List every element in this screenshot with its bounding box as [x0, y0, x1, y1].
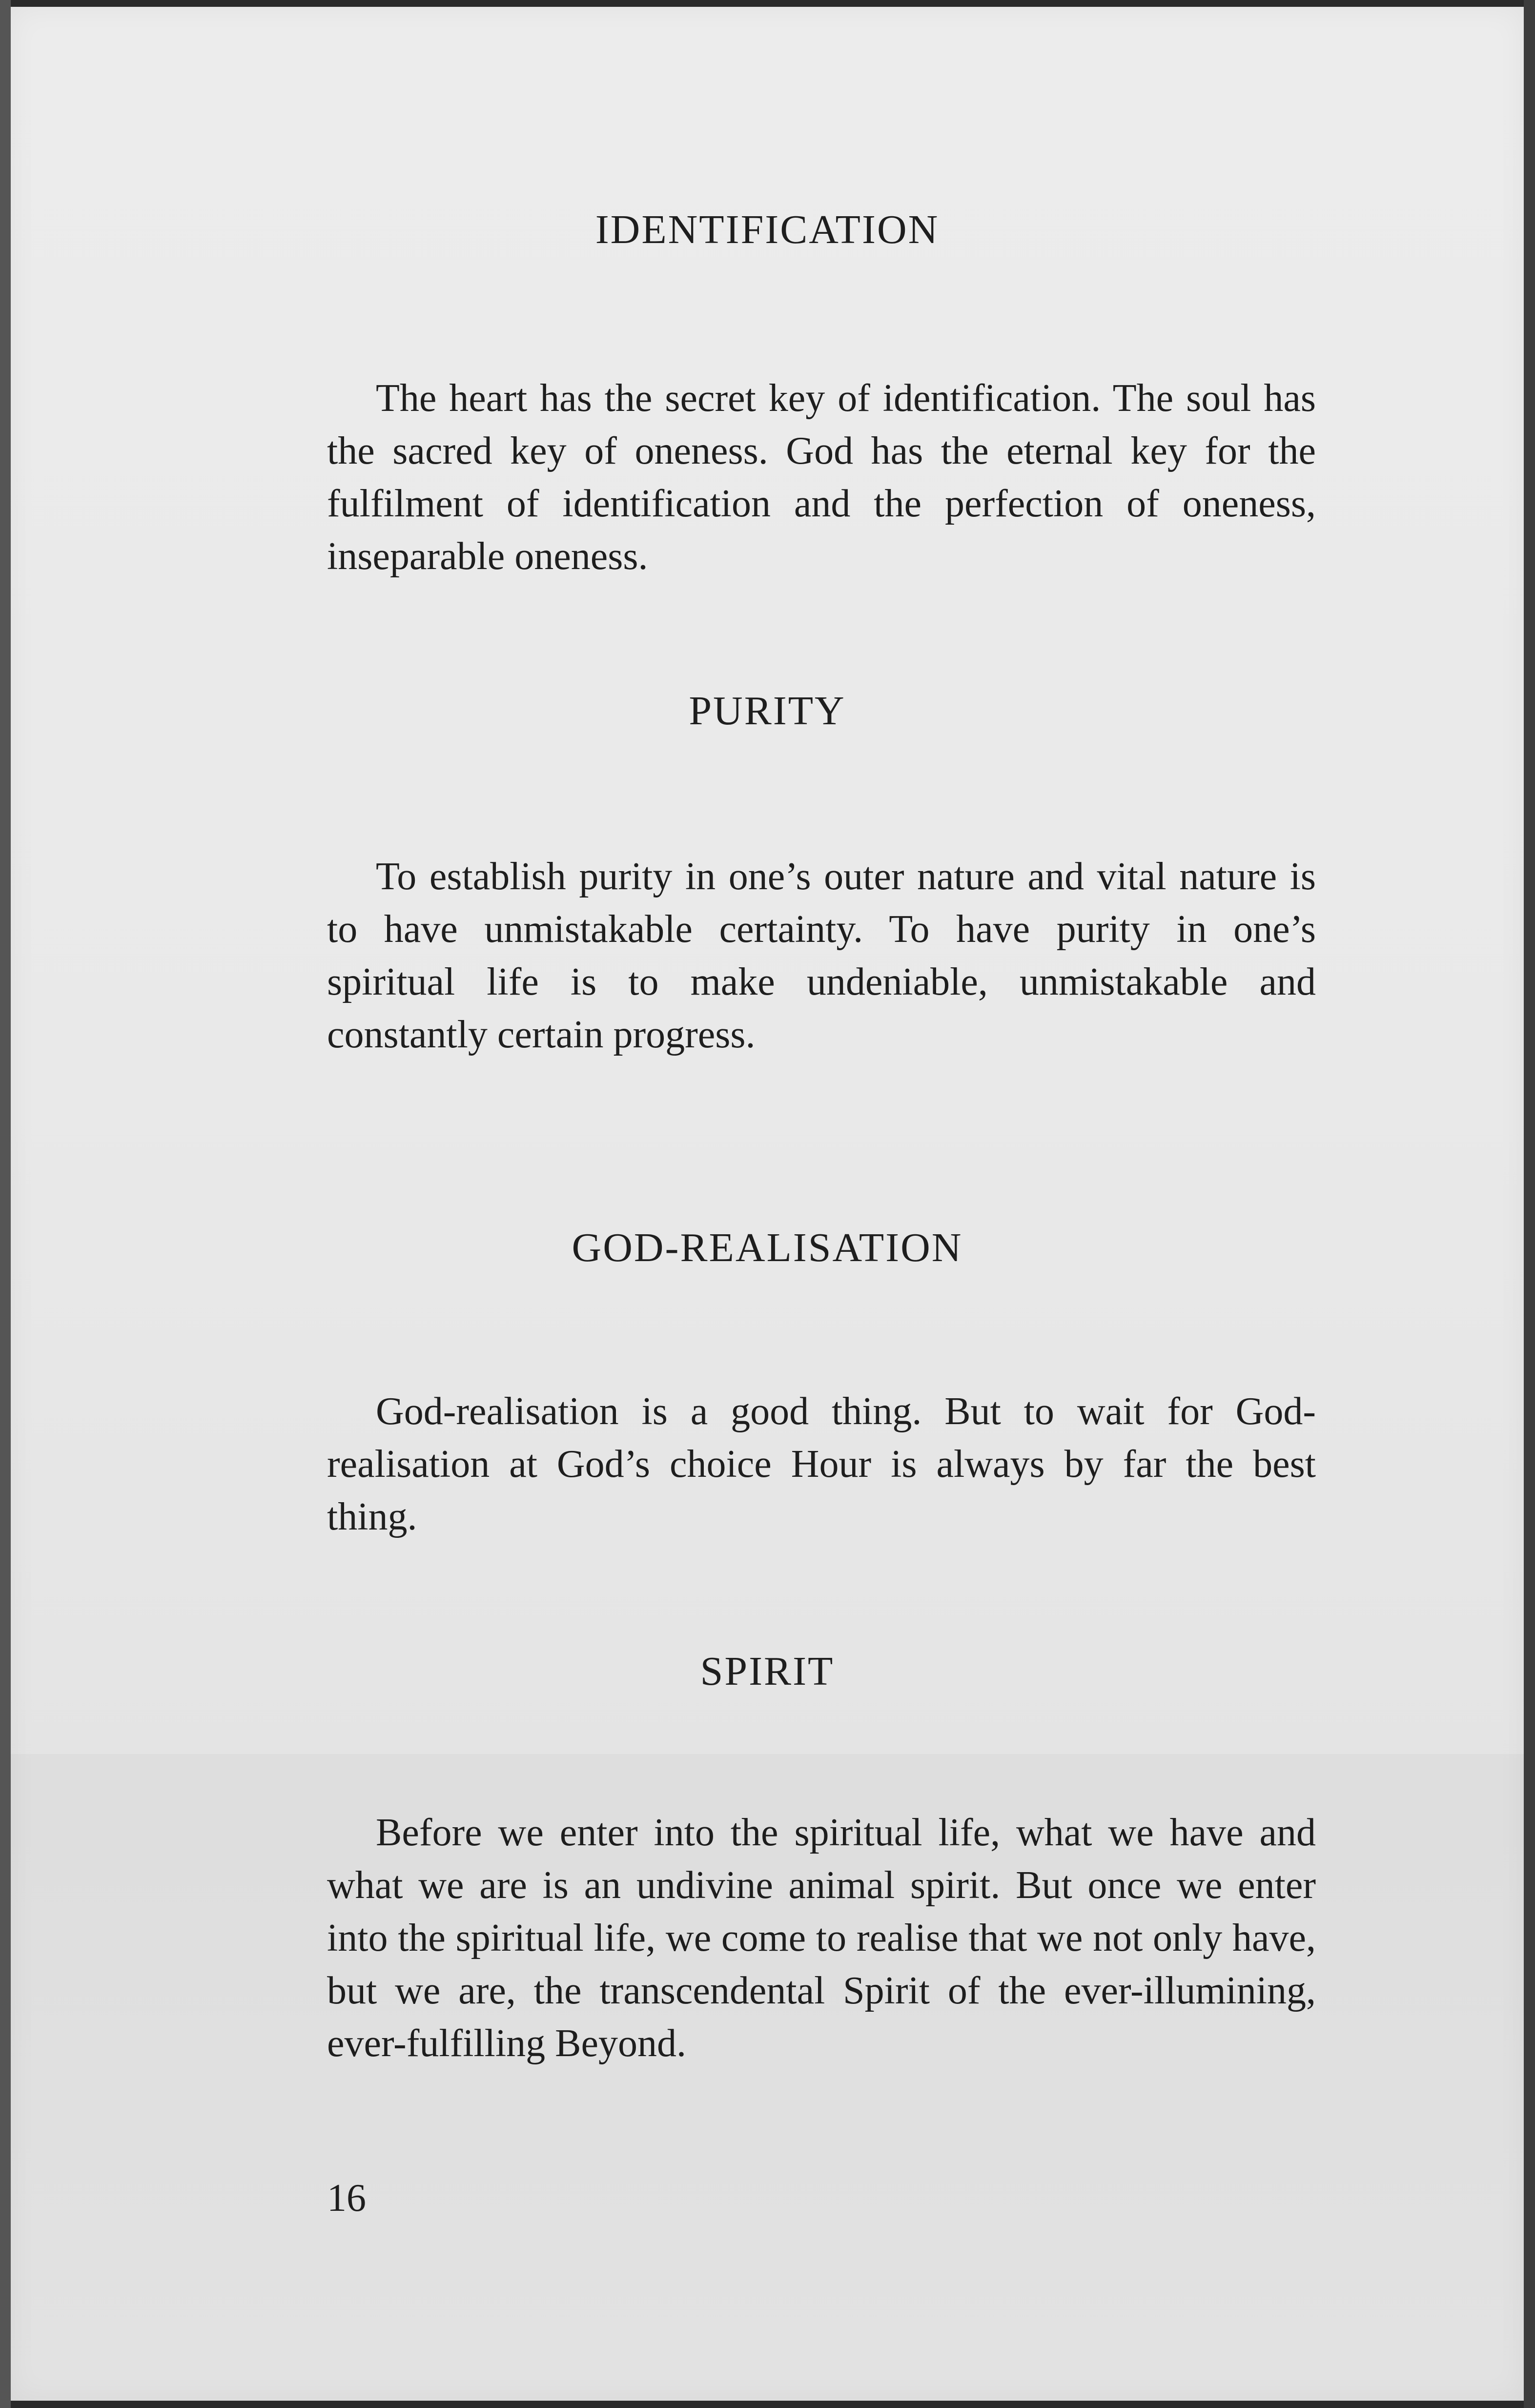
section-text-spirit: Before we enter into the spiritual life, what we have and what we are is an undivine animal spirit. But once we enter into the spiritual life, we come to realise that we not only have, but we are, the transcendental Spirit of the ever-illumining, ever-fulfilling Beyond. — [327, 1811, 1316, 2065]
section-title-purity: PURITY — [689, 688, 846, 734]
section-title-god-realisation: GOD-REALISATION — [572, 1225, 963, 1270]
page-right-edge — [1524, 0, 1535, 2408]
section-text-purity: To establish purity in one’s outer nature and vital nature is to have unmistakable certainty. To have purity in one’s spiritual life is to make undeniable, unmistakable and constantly certain progress. — [327, 855, 1316, 1056]
page-left-edge — [0, 0, 11, 2408]
section-title-identification: IDENTIFICATION — [595, 207, 940, 252]
section-text-god-realisation: God-realisation is a good thing. But to wait for God-realisation at God’s choice Hour is always by far the best thing. — [327, 1390, 1316, 1538]
book-page — [11, 7, 1524, 2401]
section-title-spirit: SPIRIT — [700, 1649, 835, 1694]
page-number: 16 — [327, 2177, 366, 2220]
section-text-identification: The heart has the secret key of identification. The soul has the sacred key of oneness. God has the eternal key for the fulfilment of identification and the perfection of oneness, inseparable oneness. — [327, 377, 1316, 578]
